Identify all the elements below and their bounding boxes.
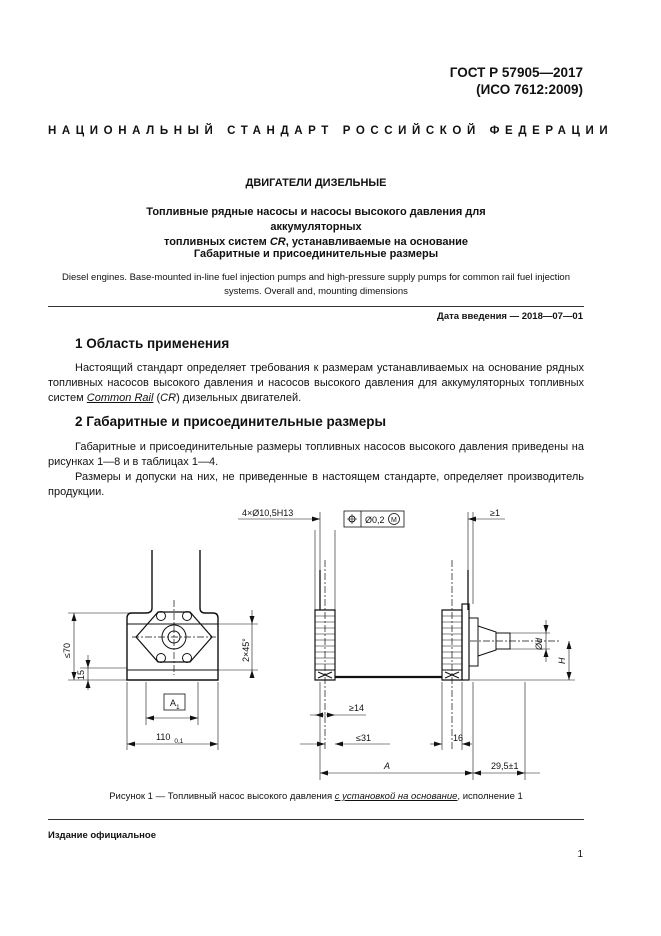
dim-110: 110 $_{0,1}$ — [156, 732, 184, 745]
document-subtitle — [110, 205, 522, 250]
english-title-line-2: systems. Overall and, mounting dimensions — [224, 286, 408, 297]
dim-16: 16 — [453, 733, 464, 743]
subtitle-line-2: топливных систем CR, устанавливаемые на основание — [163, 236, 469, 248]
document-title: ДВИГАТЕЛИ ДИЗЕЛЬНЫЕ — [245, 177, 387, 189]
dim-a: A — [384, 761, 391, 771]
datum-a1: $A_1$ — [170, 698, 180, 711]
section-2-para-1: Габаритные и присоединительные размеры топливных насосов высокого давления приведены на рисунках 1—8 и в таблицах 1—4. — [48, 441, 584, 468]
page-number: 1 — [577, 849, 583, 860]
national-standard-banner: НАЦИОНАЛЬНЫЙ СТАНДАРТ РОССИЙСКОЙ ФЕДЕРАЦИИ — [48, 125, 614, 137]
divider-bottom — [48, 819, 584, 820]
english-title-line-1: Diesel engines. Base-mounted in-line fuel injection pumps and high-pressure supply pumps for common rail fuel injection — [62, 272, 570, 283]
divider-top — [48, 306, 584, 307]
caption-link[interactable]: с установкой на основание — [334, 791, 458, 802]
standard-number: ГОСТ Р 57905—2017 — [449, 65, 583, 80]
dim-position-tolerance: Ø0,2 — [365, 515, 385, 525]
dim-min-14: ≥14 — [349, 703, 364, 713]
common-rail-link[interactable]: Common Rail — [86, 392, 154, 404]
dim-max-31: ≤31 — [356, 733, 371, 743]
dim-modifier-m: M — [391, 517, 397, 524]
section-2-para-2: Размеры и допуски на них, не приведенные в настоящем стандарте, определяет производитель продукции. — [48, 471, 584, 498]
figure-caption: Рисунок 1 — Топливный насос высокого давления с установкой на основание, исполнение 1 — [109, 791, 523, 802]
figure-1-drawing — [0, 500, 661, 790]
cr-abbrev: CR — [269, 236, 286, 248]
section-1-heading: 1 Область применения — [75, 336, 230, 351]
dim-min-1: ≥1 — [490, 508, 500, 518]
iso-number: (ИСО 7612:2009) — [476, 82, 583, 97]
dim-diameter-d: Ød — [534, 637, 544, 650]
dim-h: H — [557, 657, 567, 664]
dim-chamfer: 2×45° — [241, 638, 251, 662]
official-edition-label: Издание официальное — [48, 830, 156, 841]
section-2-heading: 2 Габаритные и присоединительные размеры — [75, 414, 387, 429]
document-part-title: Габаритные и присоединительные размеры — [193, 248, 439, 260]
section-2-text — [48, 440, 584, 500]
subtitle-line-1: Топливные рядные насосы и насосы высокого давления для аккумуляторных — [146, 206, 486, 233]
dim-29-5: 29,5±1 — [491, 761, 519, 771]
dim-holes: 4×Ø10,5H13 — [242, 508, 294, 518]
section-1-text: Настоящий стандарт определяет требования к размерам устанавливаемых на основание рядных топливных насосов высокого давления и насосов высокого давления для аккумуляторных топливных систем Common Rail (CR) дизельных двигателей. — [48, 362, 584, 404]
standard-designation — [450, 64, 583, 98]
introduction-date: Дата введения — 2018—07—01 — [437, 311, 583, 322]
dim-15: 15 — [76, 669, 86, 680]
english-title — [60, 271, 572, 299]
dim-le-70: ≤70 — [62, 643, 72, 658]
